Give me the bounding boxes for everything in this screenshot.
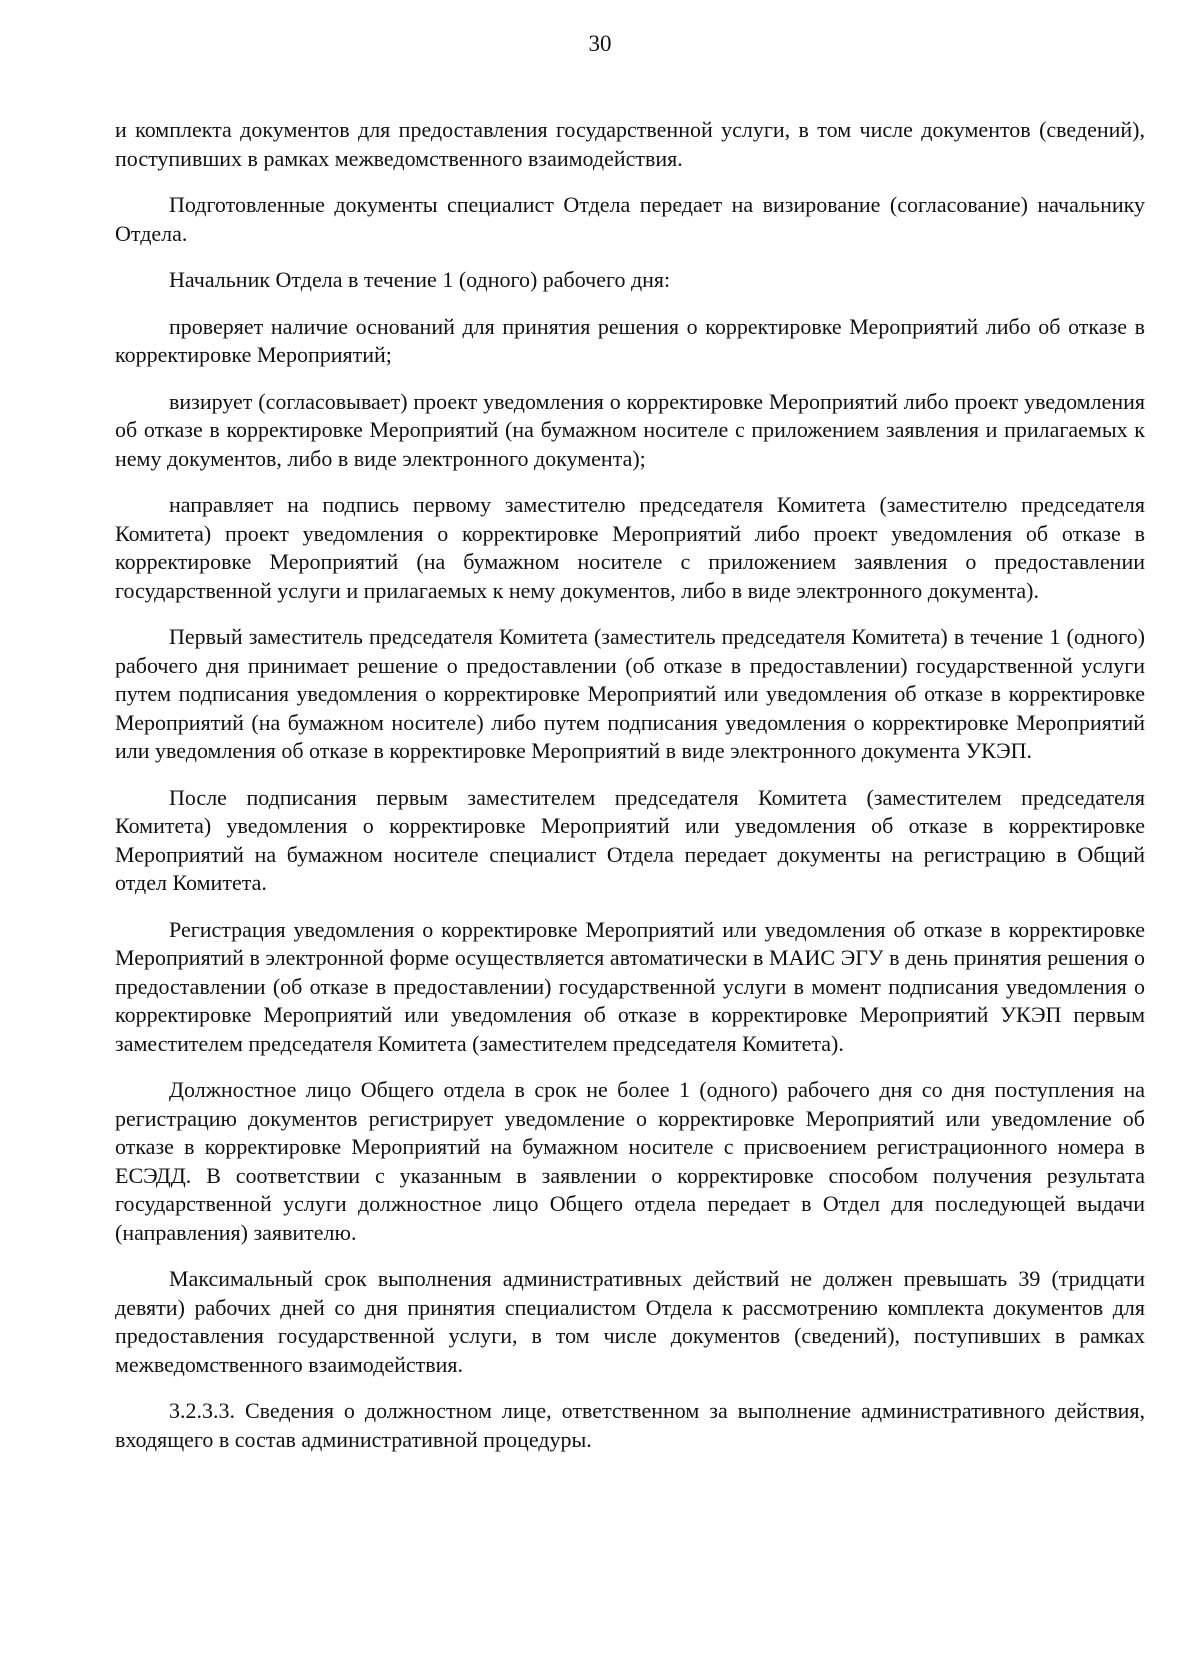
list-paragraph: проверяет наличие оснований для принятия решения о корректировке Мероприятий либо об отказе в корректировке Мероприятий; [115,313,1145,367]
list-paragraph: визирует (согласовывает) проект уведомления о корректировке Мероприятий либо проект уведомления об отказе в корректировке Мероприятий (на бумажном носителе с приложением заявления и прилагаемых к нему документов, либо в виде электронного документа); [115,388,1145,471]
paragraph: Подготовленные документы специалист Отдела передает на визирование (согласование) начальнику Отдела. [115,192,1145,246]
document-body [115,116,1145,1472]
paragraph: Начальник Отдела в течение 1 (одного) рабочего дня: [169,267,671,292]
paragraph: Регистрация уведомления о корректировке Мероприятий или уведомления об отказе в корректировке Мероприятий в электронной форме осуществляется автоматически в МАИС ЭГУ в день принятия решения о предоставлении (об отказе в предоставлении) государственной услуги в момент подписания уведомления о корректировке Мероприятий или уведомления об отказе в корректировке Мероприятий УКЭП первым заместителем председателя Комитета (заместителем председателя Комитета). [115,916,1145,1056]
paragraph: Максимальный срок выполнения административных действий не должен превышать 39 (тридцати девяти) рабочих дней со дня принятия специалистом Отдела к рассмотрению комплекта документов для предоставления государственной услуги, в том числе документов (сведений), поступивших в рамках межведомственного взаимодействия. [115,1266,1145,1377]
paragraph: Должностное лицо Общего отдела в срок не более 1 (одного) рабочего дня со дня поступления на регистрацию документов регистрирует уведомление о корректировке Мероприятий или уведомление об отказе в корректировке Мероприятий на бумажном носителе с присвоением регистрационного номера в ЕСЭДД. В соответствии с указанным в заявлении о корректировке способом получения результата государственной услуги должностное лицо Общего отдела передает в Отдел для последующей выдачи (направления) заявителю. [115,1077,1145,1245]
section-heading-paragraph: 3.2.3.3. Сведения о должностном лице, ответственном за выполнение административного действия, входящего в состав административной процедуры. [115,1398,1145,1452]
paragraph-continuation: и комплекта документов для предоставления государственной услуги, в том числе документов (сведений), поступивших в рамках межведомственного взаимодействия. [115,117,1145,171]
paragraph: После подписания первым заместителем председателя Комитета (заместителем председателя Комитета) уведомления о корректировке Мероприятий или уведомления об отказе в корректировке Мероприятий на бумажном носителе специалист Отдела передает документы на регистрацию в Общий отдел Комитета. [115,784,1145,895]
paragraph: Первый заместитель председателя Комитета (заместитель председателя Комитета) в течение 1 (одного) рабочего дня принимает решение о предоставлении (об отказе в предоставлении) государственной услуги путем подписания уведомления о корректировке Мероприятий или уведомления об отказе в корректировке Мероприятий (на бумажном носителе) либо путем подписания уведомления о корректировке Мероприятий или уведомления об отказе в корректировке Мероприятий в виде электронного документа УКЭП. [115,624,1145,763]
list-paragraph: направляет на подпись первому заместителю председателя Комитета (заместителю председателя Комитета) проект уведомления о корректировке Мероприятий либо проект уведомления об отказе в корректировке Мероприятий (на бумажном носителе с приложением заявления о предоставлении государственной услуги и прилагаемых к нему документов, либо в виде электронного документа). [115,492,1145,603]
page-number: 30 [588,31,612,56]
